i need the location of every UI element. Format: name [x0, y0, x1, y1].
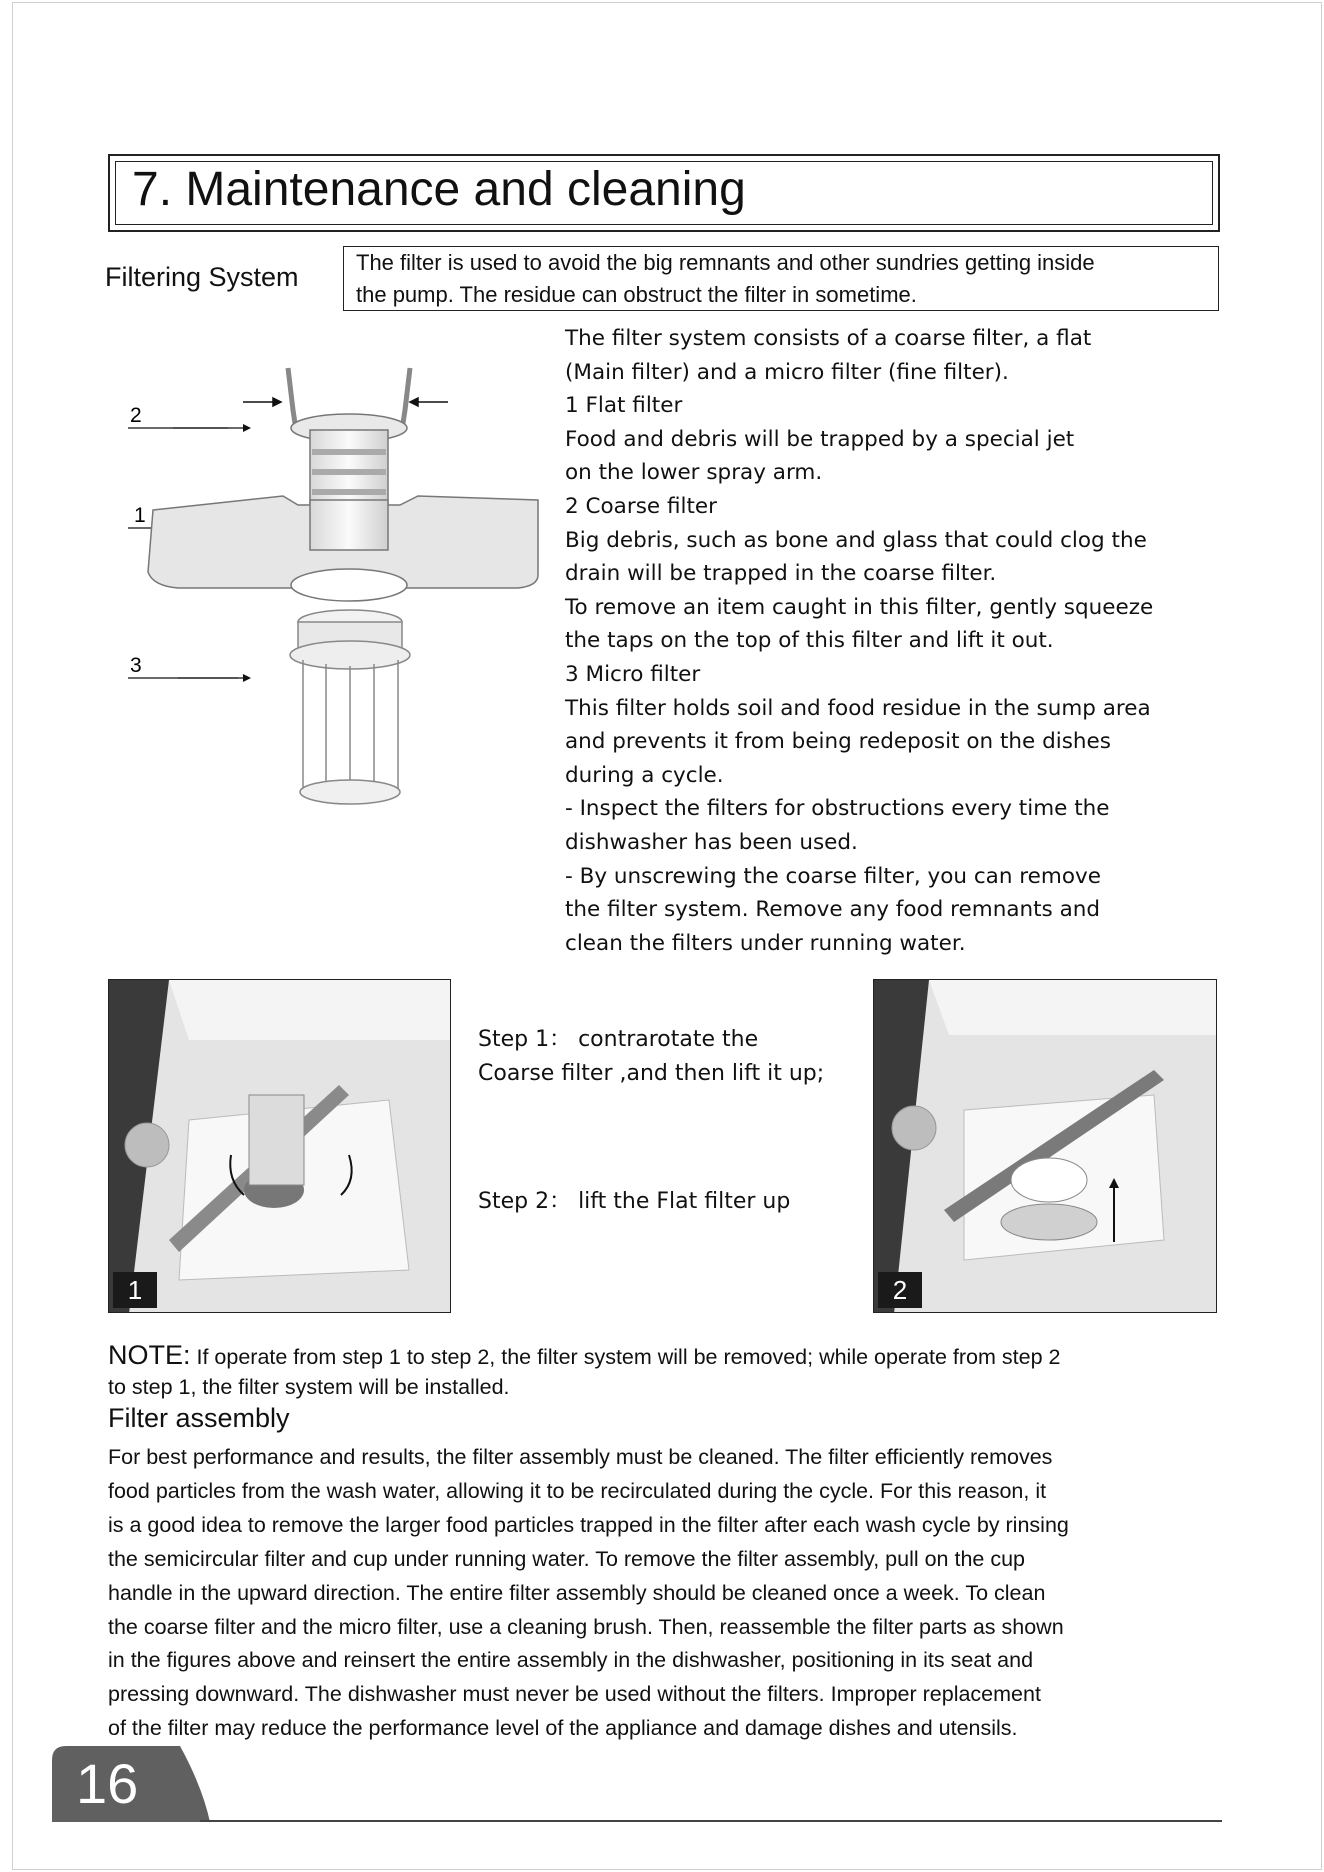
label-2: 2: [130, 404, 142, 427]
description-line: Food and debris will be trapped by a special jet: [565, 426, 1075, 452]
assembly-line: is a good idea to remove the larger food particles trapped in the filter after each wash cycle by rinsing: [108, 1512, 1069, 1537]
filter-assembly-paragraph: [108, 1441, 1248, 1746]
description-line: dishwasher has been used.: [565, 829, 858, 855]
note-text: to step 1, the filter system will be installed.: [108, 1375, 510, 1399]
step-1-line: Coarse filter ,and then lift it up;: [478, 1061, 825, 1086]
photo-badge: 2: [878, 1272, 922, 1308]
filter-assembly-heading: Filter assembly: [108, 1403, 290, 1433]
assembly-line: food particles from the wash water, allowing it to be recirculated during the cycle. For this reason, it: [108, 1478, 1047, 1503]
photo-badge: 1: [113, 1272, 157, 1308]
note-paragraph: [108, 1340, 1238, 1402]
step-2-illustration: [874, 980, 1217, 1313]
step-2-photo: [873, 979, 1217, 1313]
assembly-line: the coarse filter and the micro filter, use a cleaning brush. Then, reassemble the filter parts as shown: [108, 1614, 1064, 1639]
step-1-photo: [108, 979, 451, 1313]
description-line: Big debris, such as bone and glass that could clog the: [565, 527, 1147, 553]
step-2-instruction: Step 2： lift the Flat filter up: [478, 1189, 791, 1214]
note-label: NOTE:: [108, 1340, 191, 1370]
assembly-line: the semicircular filter and cup under running water. To remove the filter assembly, pull on the cup: [108, 1546, 1026, 1571]
description-line: 3 Micro filter: [565, 661, 701, 687]
description-line: - By unscrewing the coarse filter, you can remove: [565, 863, 1101, 889]
section-label: Filtering System: [105, 262, 299, 292]
filter-exploded-illustration: [118, 350, 548, 820]
description-line: on the lower spray arm.: [565, 460, 823, 486]
label-1: 1: [134, 504, 146, 527]
step-1-line: Step 1： contrarotate the: [478, 1027, 759, 1052]
assembly-line: pressing downward. The dishwasher must never be used without the filters. Improper replacement: [108, 1682, 1041, 1707]
description-line: clean the filters under running water.: [565, 930, 966, 956]
filter-system-description: [565, 322, 1245, 960]
intro-box: [343, 246, 1219, 311]
description-line: To remove an item caught in this filter, gently squeeze: [565, 594, 1154, 620]
description-line: during a cycle.: [565, 762, 724, 788]
description-line: 2 Coarse filter: [565, 493, 717, 519]
page-title: 7. Maintenance and cleaning: [132, 163, 746, 216]
page-number: 16: [76, 1752, 139, 1815]
description-line: (Main filter) and a micro filter (fine filter).: [565, 359, 1009, 385]
flat-filter: [148, 496, 538, 601]
description-line: the taps on the top of this filter and lift it out.: [565, 628, 1054, 654]
intro-line: The filter is used to avoid the big remnants and other sundries getting inside: [356, 250, 1095, 275]
intro-line: the pump. The residue can obstruct the filter in sometime.: [356, 282, 917, 307]
title-box: [108, 154, 1220, 232]
description-line: the filter system. Remove any food remnants and: [565, 897, 1101, 923]
assembly-line: in the figures above and reinsert the entire assembly in the dishwasher, positioning in its seat and: [108, 1648, 1034, 1673]
assembly-line: handle in the upward direction. The entire filter assembly should be cleaned once a week. To clean: [108, 1580, 1046, 1605]
squeeze-arrows: [243, 398, 448, 406]
description-line: drain will be trapped in the coarse filter.: [565, 561, 997, 587]
step-1-illustration: [109, 980, 451, 1313]
step-1-instructions: [478, 1023, 824, 1091]
description-line: and prevents it from being redeposit on the dishes: [565, 729, 1111, 755]
label-3: 3: [130, 654, 142, 677]
description-line: - Inspect the filters for obstructions every time the: [565, 796, 1110, 822]
micro-filter: [290, 610, 410, 804]
assembly-line: For best performance and results, the filter assembly must be cleaned. The filter efficiently removes: [108, 1445, 1053, 1469]
note-text: If operate from step 1 to step 2, the filter system will be removed; while operate from step 2: [190, 1345, 1061, 1369]
assembly-line: of the filter may reduce the performance level of the appliance and damage dishes and utensils.: [108, 1716, 1018, 1741]
footer-rule: [200, 1820, 1222, 1822]
description-line: The filter system consists of a coarse filter, a flat: [565, 326, 1092, 351]
description-line: This filter holds soil and food residue in the sump area: [565, 695, 1151, 721]
description-line: 1 Flat filter: [565, 393, 683, 419]
